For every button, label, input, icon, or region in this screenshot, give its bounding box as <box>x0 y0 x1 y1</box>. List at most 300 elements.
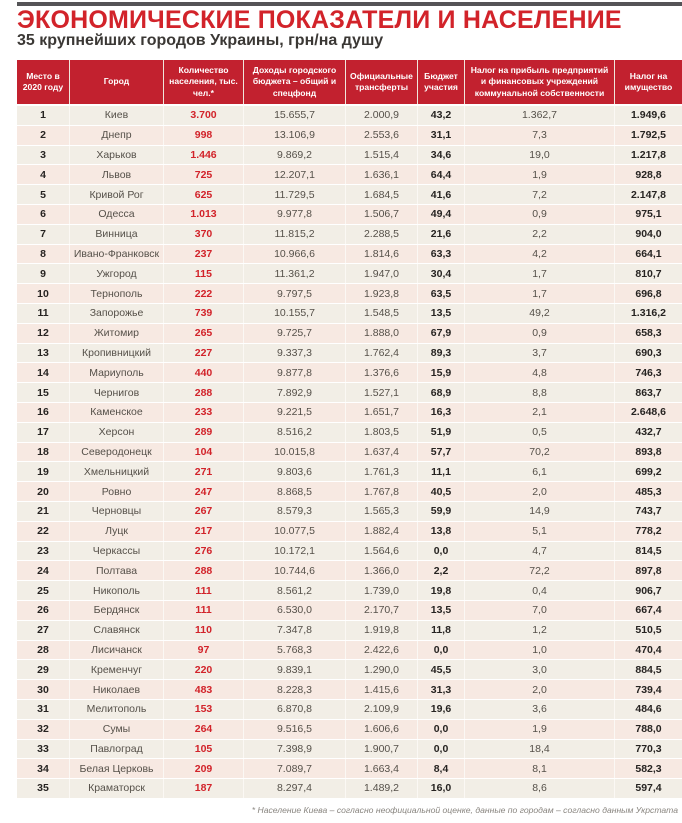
table-cell: 8.868,5 <box>243 482 345 501</box>
table-cell: 9.803,6 <box>243 462 345 481</box>
table-cell: 1.919,8 <box>345 621 417 640</box>
table-cell: 12 <box>37 327 49 340</box>
table-row <box>17 284 682 304</box>
table-cell: 1.506,7 <box>345 205 417 224</box>
table-cell: 2,1 <box>464 403 614 422</box>
table-cell: 27 <box>37 624 49 637</box>
table-cell: 11 <box>37 307 49 320</box>
table-cell: Тернополь <box>69 284 163 303</box>
table-cell: 746,3 <box>614 363 682 382</box>
table-cell: 1,7 <box>464 284 614 303</box>
table-cell: 1 <box>40 109 46 122</box>
table-row <box>17 680 682 700</box>
table-row <box>17 324 682 344</box>
table-cell: 893,8 <box>614 443 682 462</box>
table-cell: 8,1 <box>464 759 614 778</box>
table-cell: 9.877,8 <box>243 363 345 382</box>
table-cell: 1.290,0 <box>345 660 417 679</box>
table-row <box>17 264 682 284</box>
table-cell: 897,8 <box>614 561 682 580</box>
table-cell: 2.422,6 <box>345 641 417 660</box>
table-cell: 3,6 <box>464 700 614 719</box>
table-cell: 227 <box>163 344 243 363</box>
table-cell: 11,1 <box>417 462 464 481</box>
table-cell: 510,5 <box>614 621 682 640</box>
table-cell: 222 <box>163 284 243 303</box>
table-cell: 7.089,7 <box>243 759 345 778</box>
table-row <box>17 423 682 443</box>
table-cell: 8.516,2 <box>243 423 345 442</box>
table-cell: Харьков <box>69 146 163 165</box>
table-row <box>17 641 682 661</box>
table-row <box>17 245 682 265</box>
table-cell: Луцк <box>69 522 163 541</box>
table-cell: 5 <box>40 188 46 201</box>
table-cell: 1.217,8 <box>614 146 682 165</box>
table-cell: 1.814,6 <box>345 245 417 264</box>
table-cell: 288 <box>163 561 243 580</box>
table-cell: 664,1 <box>614 245 682 264</box>
table-cell: 217 <box>163 522 243 541</box>
table-cell: 15 <box>37 386 49 399</box>
table-cell: 1.684,5 <box>345 185 417 204</box>
table-cell: 863,7 <box>614 383 682 402</box>
table-cell: 63,5 <box>417 284 464 303</box>
table-cell: 187 <box>163 779 243 798</box>
table-row <box>17 660 682 680</box>
table-cell: Северодонецк <box>69 443 163 462</box>
table-cell: 2.000,9 <box>345 106 417 125</box>
table-cell: 470,4 <box>614 641 682 660</box>
table-cell: 658,3 <box>614 324 682 343</box>
table-cell: 209 <box>163 759 243 778</box>
table-row <box>17 106 682 126</box>
table-cell: 582,3 <box>614 759 682 778</box>
table-cell: 2.288,5 <box>345 225 417 244</box>
table-cell: 247 <box>163 482 243 501</box>
table-row <box>17 383 682 403</box>
table-cell: 2,2 <box>417 561 464 580</box>
table-cell: 2,2 <box>464 225 614 244</box>
table-cell: 778,2 <box>614 522 682 541</box>
table-cell: Павлоград <box>69 740 163 759</box>
table-cell: 998 <box>163 126 243 145</box>
table-cell: 9.797,5 <box>243 284 345 303</box>
table-row <box>17 185 682 205</box>
table-cell: 26 <box>37 604 49 617</box>
table-row <box>17 502 682 522</box>
table-cell: 265 <box>163 324 243 343</box>
column-header: Официальные трансферты <box>345 60 417 104</box>
table-cell: 690,3 <box>614 344 682 363</box>
table-cell: Ужгород <box>69 264 163 283</box>
table-cell: 30,4 <box>417 264 464 283</box>
table-cell: 288 <box>163 383 243 402</box>
table-cell: 111 <box>163 601 243 620</box>
table-cell: 13 <box>37 346 49 359</box>
table-cell: Мариуполь <box>69 363 163 382</box>
table-cell: 7,2 <box>464 185 614 204</box>
table-row <box>17 403 682 423</box>
table-cell: 1,2 <box>464 621 614 640</box>
table-cell: 70,2 <box>464 443 614 462</box>
table-cell: 0,5 <box>464 423 614 442</box>
table-cell: 13,5 <box>417 304 464 323</box>
table-row <box>17 304 682 324</box>
table-cell: 9.839,1 <box>243 660 345 679</box>
table-cell: 13,8 <box>417 522 464 541</box>
table-cell: 59,9 <box>417 502 464 521</box>
table-cell: 1,9 <box>464 720 614 739</box>
table-cell: 1.761,3 <box>345 462 417 481</box>
table-row <box>17 522 682 542</box>
table-row <box>17 443 682 463</box>
table-cell: 1.446 <box>163 146 243 165</box>
table-cell: 115 <box>163 264 243 283</box>
table-cell: 1.362,7 <box>464 106 614 125</box>
table-row <box>17 581 682 601</box>
table-cell: 11.729,5 <box>243 185 345 204</box>
table-cell: 8.228,3 <box>243 680 345 699</box>
table-cell: 1,9 <box>464 165 614 184</box>
table-cell: 884,5 <box>614 660 682 679</box>
table-cell: 9.516,5 <box>243 720 345 739</box>
table-cell: Полтава <box>69 561 163 580</box>
table-cell: 2.553,6 <box>345 126 417 145</box>
table-cell: 484,6 <box>614 700 682 719</box>
table-cell: 2.648,6 <box>614 403 682 422</box>
table-cell: 21,6 <box>417 225 464 244</box>
table-cell: 14 <box>37 366 49 379</box>
table-cell: 0,9 <box>464 205 614 224</box>
table-cell: 3 <box>40 148 46 161</box>
table-cell: 770,3 <box>614 740 682 759</box>
table-cell: 1.548,5 <box>345 304 417 323</box>
table-row <box>17 720 682 740</box>
table-cell: 1.489,2 <box>345 779 417 798</box>
table-cell: 7,3 <box>464 126 614 145</box>
table-cell: 10.077,5 <box>243 522 345 541</box>
table-cell: 30 <box>37 683 49 696</box>
table-cell: 97 <box>163 641 243 660</box>
table-cell: 5,1 <box>464 522 614 541</box>
table-cell: Винница <box>69 225 163 244</box>
table-cell: 8,4 <box>417 759 464 778</box>
table-cell: Одесса <box>69 205 163 224</box>
table-row <box>17 542 682 562</box>
table-cell: 6.870,8 <box>243 700 345 719</box>
table-cell: 370 <box>163 225 243 244</box>
table-cell: 11.361,2 <box>243 264 345 283</box>
table-cell: 35 <box>37 782 49 795</box>
table-cell: 8.297,4 <box>243 779 345 798</box>
table-cell: 4,2 <box>464 245 614 264</box>
table-cell: 975,1 <box>614 205 682 224</box>
table-cell: 276 <box>163 542 243 561</box>
table-cell: Краматорск <box>69 779 163 798</box>
column-header: Количество населения, тыс. чел.* <box>163 60 243 104</box>
table-cell: 2,0 <box>464 482 614 501</box>
table-cell: 2.109,9 <box>345 700 417 719</box>
footnote: * Население Киева – согласно неофициальной оценке, данные по городам – согласно данным Укрстата <box>251 805 678 815</box>
table-cell: 432,7 <box>614 423 682 442</box>
table-cell: 1.923,8 <box>345 284 417 303</box>
table-cell: Каменское <box>69 403 163 422</box>
table-cell: 7.892,9 <box>243 383 345 402</box>
table-cell: 19,6 <box>417 700 464 719</box>
table-row <box>17 561 682 581</box>
table-cell: 16,0 <box>417 779 464 798</box>
table-cell: 49,2 <box>464 304 614 323</box>
table-cell: 40,5 <box>417 482 464 501</box>
table-cell: 1.415,6 <box>345 680 417 699</box>
table-cell: 814,5 <box>614 542 682 561</box>
table-cell: 23 <box>37 544 49 557</box>
table-cell: 19 <box>37 465 49 478</box>
table-cell: 2 <box>40 129 46 142</box>
table-cell: Сумы <box>69 720 163 739</box>
table-cell: 9.337,3 <box>243 344 345 363</box>
table-row <box>17 205 682 225</box>
table-cell: 220 <box>163 660 243 679</box>
table-row <box>17 165 682 185</box>
table-cell: 10.966,6 <box>243 245 345 264</box>
table-cell: 233 <box>163 403 243 422</box>
table-row <box>17 601 682 621</box>
table-cell: 89,3 <box>417 344 464 363</box>
table-cell: Бердянск <box>69 601 163 620</box>
table-cell: 33 <box>37 742 49 755</box>
table-cell: Днепр <box>69 126 163 145</box>
table-cell: 9 <box>40 267 46 280</box>
table-cell: 6 <box>40 208 46 221</box>
table-cell: 264 <box>163 720 243 739</box>
table-cell: Львов <box>69 165 163 184</box>
table-cell: 289 <box>163 423 243 442</box>
table-cell: 625 <box>163 185 243 204</box>
table-cell: Запорожье <box>69 304 163 323</box>
table-cell: 8,6 <box>464 779 614 798</box>
table-cell: 4,8 <box>464 363 614 382</box>
table-cell: 1.366,0 <box>345 561 417 580</box>
table-cell: 12.207,1 <box>243 165 345 184</box>
table-cell: 1,0 <box>464 641 614 660</box>
table-cell: 928,8 <box>614 165 682 184</box>
table-cell: 237 <box>163 245 243 264</box>
table-cell: 1.792,5 <box>614 126 682 145</box>
table-cell: 1.515,4 <box>345 146 417 165</box>
table-cell: 699,2 <box>614 462 682 481</box>
table-cell: 6.530,0 <box>243 601 345 620</box>
table-cell: Кропивницкий <box>69 344 163 363</box>
table-cell: Славянск <box>69 621 163 640</box>
table-cell: 7,0 <box>464 601 614 620</box>
table-cell: 1.376,6 <box>345 363 417 382</box>
table-cell: 1.527,1 <box>345 383 417 402</box>
table-cell: 11.815,2 <box>243 225 345 244</box>
table-cell: 1.762,4 <box>345 344 417 363</box>
table-cell: 18,4 <box>464 740 614 759</box>
table-cell: 5.768,3 <box>243 641 345 660</box>
table-cell: 110 <box>163 621 243 640</box>
table-cell: 9.977,8 <box>243 205 345 224</box>
table-cell: 14,9 <box>464 502 614 521</box>
table-row <box>17 363 682 383</box>
table-cell: 1.565,3 <box>345 502 417 521</box>
table-cell: 1.739,0 <box>345 581 417 600</box>
table-cell: 72,2 <box>464 561 614 580</box>
table-cell: Ивано-Франковск <box>69 245 163 264</box>
table-row <box>17 779 682 799</box>
table-cell: 24 <box>37 564 49 577</box>
column-header: Место в 2020 году <box>22 70 64 92</box>
table-cell: 739,4 <box>614 680 682 699</box>
table-cell: 1.606,6 <box>345 720 417 739</box>
table-cell: 104 <box>163 443 243 462</box>
table-cell: 743,7 <box>614 502 682 521</box>
table-cell: 788,0 <box>614 720 682 739</box>
table-row <box>17 146 682 166</box>
table-row <box>17 740 682 760</box>
table-cell: 1.882,4 <box>345 522 417 541</box>
table-cell: 45,5 <box>417 660 464 679</box>
column-header: Налог на прибыль предприятий и финансовых учреждений коммунальной собственности <box>464 60 614 104</box>
table-cell: 3,0 <box>464 660 614 679</box>
table-cell: Чернигов <box>69 383 163 402</box>
table-header-row <box>17 60 682 106</box>
table-cell: 31 <box>37 703 49 716</box>
table-cell: Херсон <box>69 423 163 442</box>
table-cell: 6,1 <box>464 462 614 481</box>
column-header: Налог на имущество <box>614 60 682 104</box>
table-cell: Никополь <box>69 581 163 600</box>
table-cell: Черновцы <box>69 502 163 521</box>
table-row <box>17 344 682 364</box>
table-cell: Ровно <box>69 482 163 501</box>
table-cell: 1.564,6 <box>345 542 417 561</box>
table-cell: 0,9 <box>464 324 614 343</box>
table-cell: 696,8 <box>614 284 682 303</box>
table-row <box>17 462 682 482</box>
table-cell: 57,7 <box>417 443 464 462</box>
table-cell: 0,0 <box>417 542 464 561</box>
table-row <box>17 225 682 245</box>
table-cell: 906,7 <box>614 581 682 600</box>
table-cell: 34,6 <box>417 146 464 165</box>
table-cell: 51,9 <box>417 423 464 442</box>
table-cell: 1.767,8 <box>345 482 417 501</box>
table-cell: 7 <box>40 228 46 241</box>
table-cell: 7.347,8 <box>243 621 345 640</box>
table-cell: 597,4 <box>614 779 682 798</box>
table-cell: 8 <box>40 247 46 260</box>
page-title: ЭКОНОМИЧЕСКИЕ ПОКАЗАТЕЛИ И НАСЕЛЕНИЕ <box>17 6 622 34</box>
table-cell: 11,8 <box>417 621 464 640</box>
table-cell: 29 <box>37 663 49 676</box>
table-cell: 667,4 <box>614 601 682 620</box>
table-cell: 18 <box>37 445 49 458</box>
table-cell: 34 <box>37 762 49 775</box>
table-cell: Лисичанск <box>69 641 163 660</box>
table-cell: 32 <box>37 723 49 736</box>
table-cell: 1.947,0 <box>345 264 417 283</box>
table-cell: Житомир <box>69 324 163 343</box>
page-subtitle: 35 крупнейших городов Украины, грн/на душу <box>17 32 384 49</box>
table-cell: 267 <box>163 502 243 521</box>
table-cell: 1,7 <box>464 264 614 283</box>
column-header: Город <box>69 60 163 104</box>
table-row <box>17 482 682 502</box>
column-header: Бюджет участия <box>417 60 464 104</box>
table-cell: 10.155,7 <box>243 304 345 323</box>
table-cell: 1.803,5 <box>345 423 417 442</box>
table-cell: 16,3 <box>417 403 464 422</box>
table-cell: Мелитополь <box>69 700 163 719</box>
table-cell: 21 <box>37 505 49 518</box>
table-cell: Хмельницкий <box>69 462 163 481</box>
column-header: Доходы городского бюджета – общий и спецфонд <box>243 60 345 104</box>
table-cell: 1.663,4 <box>345 759 417 778</box>
table-cell: 440 <box>163 363 243 382</box>
table-cell: 483 <box>163 680 243 699</box>
table-cell: 13,5 <box>417 601 464 620</box>
table-cell: 1.651,7 <box>345 403 417 422</box>
table-cell: 16 <box>37 406 49 419</box>
table-body <box>17 106 682 799</box>
table-cell: 67,9 <box>417 324 464 343</box>
table-cell: 10.744,6 <box>243 561 345 580</box>
table-cell: 25 <box>37 584 49 597</box>
table-cell: 739 <box>163 304 243 323</box>
table-cell: Николаев <box>69 680 163 699</box>
table-row <box>17 621 682 641</box>
table-row <box>17 759 682 779</box>
table-cell: 2,0 <box>464 680 614 699</box>
table-cell: Черкассы <box>69 542 163 561</box>
table-cell: Кременчуг <box>69 660 163 679</box>
table-cell: 153 <box>163 700 243 719</box>
table-cell: 8,8 <box>464 383 614 402</box>
table-row <box>17 700 682 720</box>
table-cell: 0,0 <box>417 720 464 739</box>
table-cell: 10 <box>37 287 49 300</box>
table-row <box>17 126 682 146</box>
table-cell: 20 <box>37 485 49 498</box>
table-cell: 904,0 <box>614 225 682 244</box>
table-cell: 68,9 <box>417 383 464 402</box>
table-cell: 0,4 <box>464 581 614 600</box>
table-cell: 1.900,7 <box>345 740 417 759</box>
table-cell: 3,7 <box>464 344 614 363</box>
table-cell: 49,4 <box>417 205 464 224</box>
table-cell: 10.015,8 <box>243 443 345 462</box>
table-cell: 64,4 <box>417 165 464 184</box>
table-cell: 1.949,6 <box>614 106 682 125</box>
table-cell: 15,9 <box>417 363 464 382</box>
table-cell: 15.655,7 <box>243 106 345 125</box>
table-cell: 0,0 <box>417 641 464 660</box>
table-cell: 28 <box>37 643 49 656</box>
table-cell: 17 <box>37 426 49 439</box>
table-cell: 43,2 <box>417 106 464 125</box>
table-cell: 31,1 <box>417 126 464 145</box>
table-cell: 9.869,2 <box>243 146 345 165</box>
table-cell: 1.888,0 <box>345 324 417 343</box>
data-table <box>17 60 682 799</box>
table-cell: 1.637,4 <box>345 443 417 462</box>
table-cell: 1.636,1 <box>345 165 417 184</box>
table-cell: 41,6 <box>417 185 464 204</box>
